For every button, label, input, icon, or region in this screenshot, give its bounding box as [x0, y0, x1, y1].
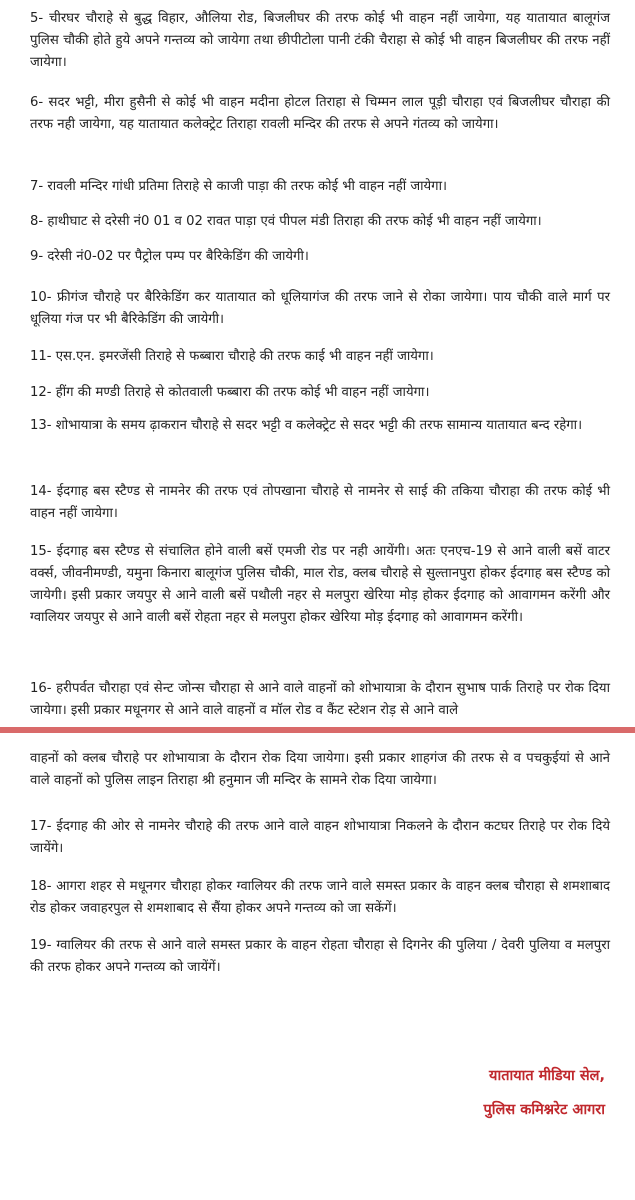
paragraph-12: 12- हींग की मण्डी तिराहे से कोतवाली फब्बारा की तरफ कोई भी वाहन नहीं जायेगा।	[30, 385, 430, 400]
paragraph-17: 17- ईदगाह की ओर से नामनेर चौराहे की तरफ आने वाले वाहन शोभायात्रा निकलने के दौरान कटघर तिराहे पर रोक दिये जायेंगे।	[30, 819, 610, 856]
paragraph-15: 15- ईदगाह बस स्टैण्ड से संचालित होने वाली बसें एमजी रोड पर नही आयेंगी। अतः एनएच-19 से आने वाली बसें वाटर वर्क्स, जीवनीमण्डी, यमुना किनारा बालूगंज पुलिस चौकी, माल रोड, क्लब चौराहे से सुल्तानपुरा होकर ईदगाह बस स्टैण्ड को जायेगी। इसी प्रकार जयपुर से आने वाली बसें पथौली नहर से मलपुरा खेरिया मोड़ होकर ईदगाह को आवागमन करेंगी और ग्वालियर जयपुर से आने वाली बसें रोहता नहर से मलपुरा होकर खेरिया मोड़ ईदगाह को आवागमन करेंगी।	[30, 544, 610, 625]
paragraph-10: 10- फ्रीगंज चौराहे पर बैरिकेडिंग कर यातायात को धूलियागंज की तरफ जाने से रोका जायेगा। पाय चौकी वाले मार्ग पर धूलिया गंज पर भी बैरिकेडिंग की जायेगी।	[30, 290, 610, 327]
signature-line-1: यातायात मीडिया सेल,	[489, 1068, 605, 1084]
paragraph-9: 9- दरेसी नं0-02 पर पैट्रोल पम्प पर बैरिकेडिंग की जायेगी।	[30, 249, 309, 264]
paragraph-16-continued: वाहनों को क्लब चौराहे पर शोभायात्रा के दौरान रोक दिया जायेगा। इसी प्रकार शाहगंज की तरफ से व पचकुईयां से आने वाले वाहनों को पुलिस लाइन तिराहा श्री हनुमान जी मन्दिर के सामने रोक दिया जायेगा।	[30, 751, 610, 788]
paragraph-14: 14- ईदगाह बस स्टैण्ड से नामनेर की तरफ एवं तोपखाना चौराहे से नामनेर से साई की तकिया चौराहा की तरफ कोई भी वाहन नहीं जायेगा।	[30, 484, 610, 521]
paragraph-19: 19- ग्वालियर की तरफ से आने वाले समस्त प्रकार के वाहन रोहता चौराहा से दिगनेर की पुलिया / देवरी पुलिया व मलपुरा की तरफ होकर अपने गन्तव्य को जायेंगें।	[30, 938, 610, 975]
paragraph-11: 11- एस.एन. इमरजेंसी तिराहे से फब्बारा चौराहे की तरफ काई भी वाहन नहीं जायेगा।	[30, 349, 434, 364]
paragraph-18: 18- आगरा शहर से मधूनगर चौराहा होकर ग्वालियर की तरफ जाने वाले समस्त प्रकार के वाहन क्लब चौराहा से शमशाबाद रोड होकर जवाहरपुल से शमशाबाद से सैंया होकर अपने गन्तव्य को जा सकेंगें।	[30, 879, 610, 916]
paragraph-13: 13- शोभायात्रा के समय ढ़ाकरान चौराहे से सदर भट्टी व कलेक्ट्रेट से सदर भट्टी की तरफ सामान्य यातायात बन्द रहेगा।	[30, 418, 583, 433]
paragraph-5: 5- चीरघर चौराहे से बुद्ध विहार, औलिया रोड, बिजलीघर की तरफ कोई भी वाहन नहीं जायेगा, यह यातायात बालूगंज पुलिस चौकी होते हुये अपने गन्तव्य को जायेगा तथा छीपीटोला पानी टंकी चैराहा से कोई भी वाहन बिजलीघर की तरफ नहीं जायेगा।	[30, 11, 610, 70]
paragraph-7: 7- रावली मन्दिर गांधी प्रतिमा तिराहे से काजी पाड़ा की तरफ कोई भी वाहन नहीं जायेगा।	[30, 179, 448, 194]
paragraph-6: 6- सदर भट्टी, मीरा हुसैनी से कोई भी वाहन मदीना होटल तिराहा से चिम्मन लाल पूड़ी चौराहा एवं बिजलीघर चौराहा की तरफ नही जायेगा, यह यातायात कलेक्ट्रेट तिराहा रावली मन्दिर की तरफ से अपने गंतव्य को जायेगा।	[30, 95, 610, 132]
page-divider	[0, 727, 635, 733]
paragraph-16: 16- हरीपर्वत चौराहा एवं सेन्ट जोन्स चौराहा से आने वाले वाहनों को शोभायात्रा के दौरान सुभाष पार्क तिराहे पर रोक दिया जायेगा। इसी प्रकार मधूनगर से आने वाले वाहनों व मॉल रोड व कैंट स्टेशन रोड़ से आने वाले	[30, 681, 610, 718]
paragraph-8: 8- हाथीघाट से दरेसी नं0 01 व 02 रावत पाड़ा एवं पीपल मंडी तिराहा की तरफ कोई भी वाहन नहीं जायेगा।	[30, 214, 542, 229]
signature-line-2: पुलिस कमिश्नरेट आगरा	[483, 1102, 605, 1118]
